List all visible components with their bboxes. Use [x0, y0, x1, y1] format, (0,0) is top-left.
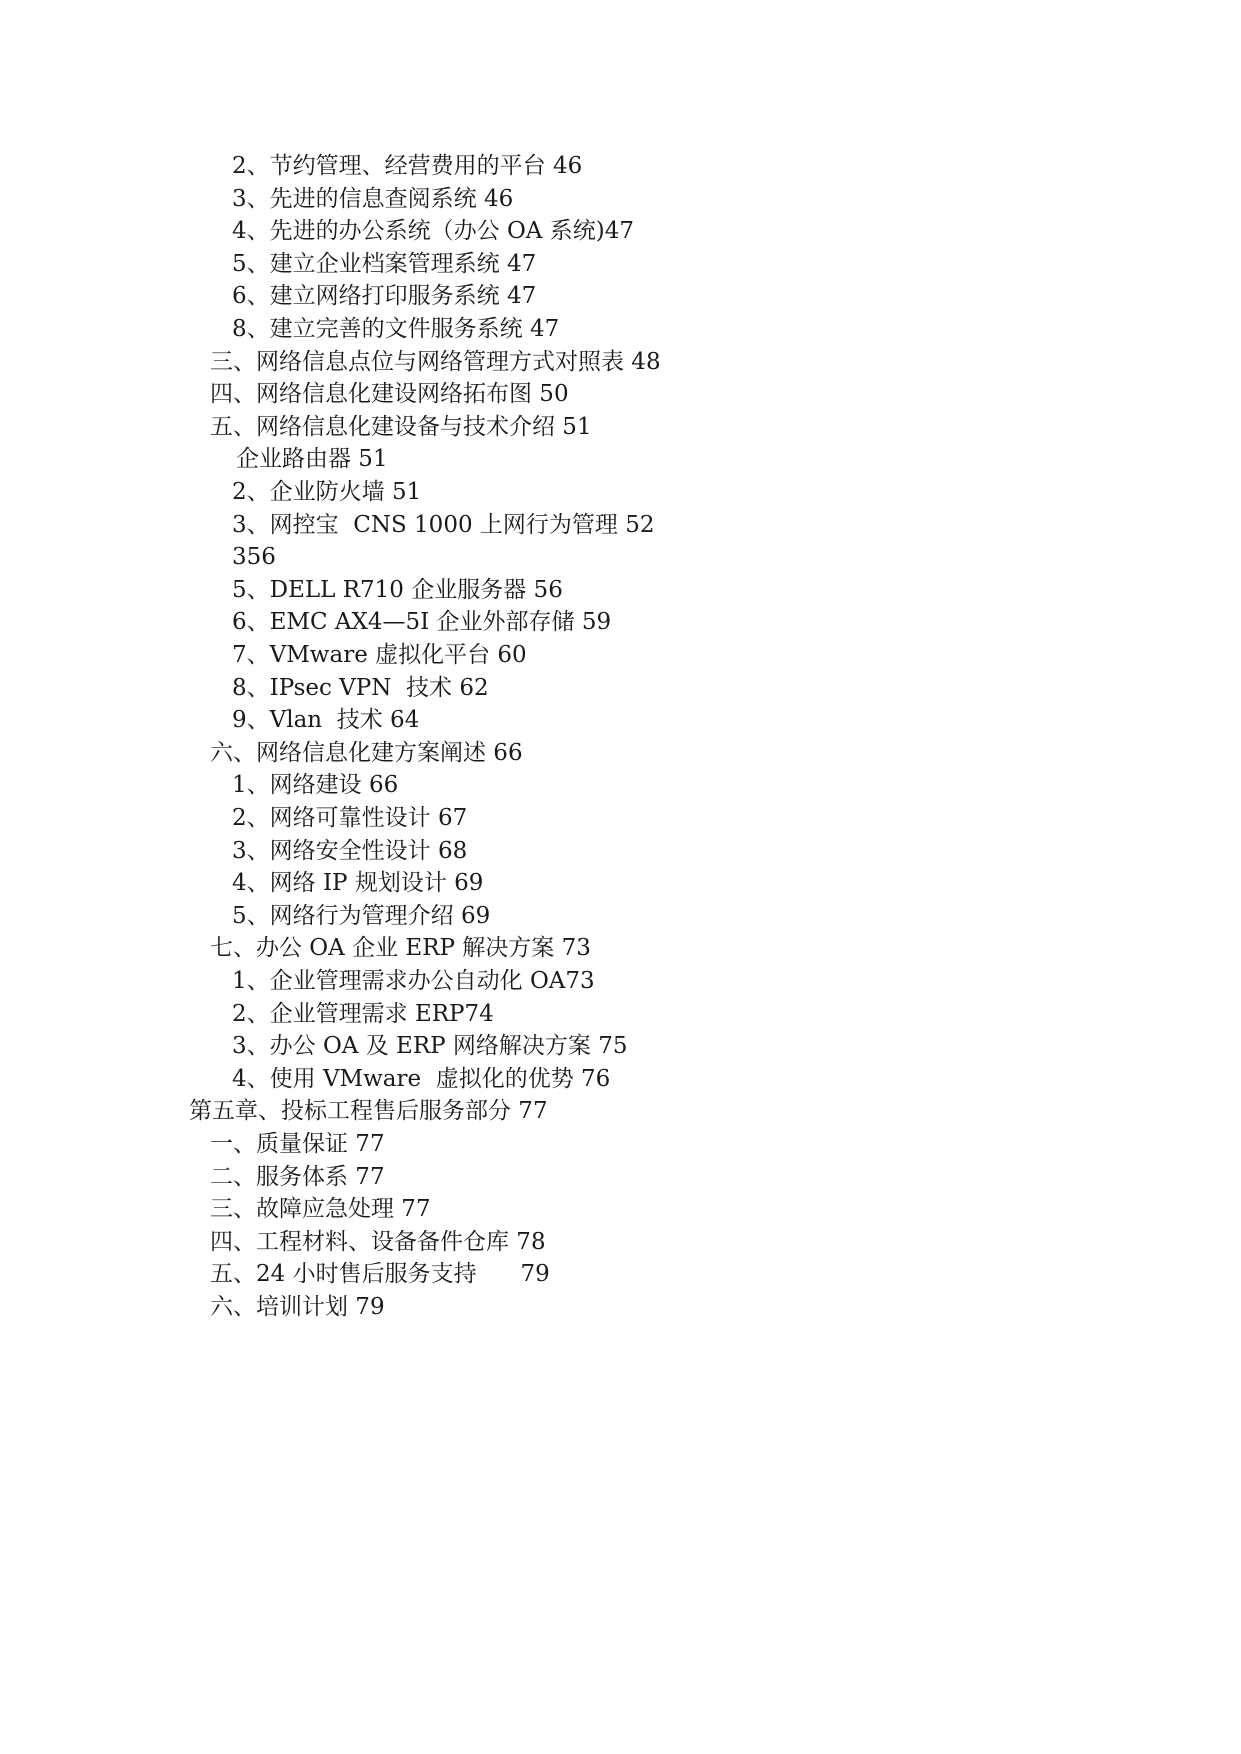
toc-entry: 1、企业管理需求办公自动化 OA73 — [232, 968, 595, 994]
toc-entry: 第五章、投标工程售后服务部分 77 — [189, 1098, 548, 1125]
toc-entry: 企业路由器 51 — [236, 446, 388, 473]
toc-entry: 8、IPsec VPN 技术 62 — [232, 674, 489, 701]
toc-entry: 1、网络建设 66 — [232, 772, 399, 799]
toc-entry: 三、故障应急处理 77 — [210, 1196, 431, 1223]
toc-entry: 一、质量保证 77 — [210, 1131, 385, 1157]
toc-entry: 3、办公 OA 及 ERP 网络解决方案 75 — [232, 1033, 628, 1060]
toc-entry: 2、企业防火墙 51 — [232, 479, 422, 505]
toc-entry: 六、培训计划 79 — [210, 1294, 385, 1320]
toc-entry: 六、网络信息化建方案阐述 66 — [210, 739, 523, 766]
toc-entry: 6、EMC AX4—5I 企业外部存储 59 — [232, 609, 612, 636]
toc-entry: 四、网络信息化建设网络拓布图 50 — [210, 381, 569, 408]
toc-entry: 6、建立网络打印服务系统 47 — [232, 283, 537, 310]
toc-entry: 9、Vlan 技术 64 — [232, 707, 420, 734]
toc-entry: 5、DELL R710 企业服务器 56 — [232, 576, 563, 603]
toc-entry: 四、工程材料、设备备件仓库 78 — [210, 1228, 546, 1255]
toc-entry: 五、网络信息化建设备与技术介绍 51 — [210, 413, 592, 440]
toc-entry: 7、VMware 虚拟化平台 60 — [232, 642, 527, 668]
toc-entry: 三、网络信息点位与网络管理方式对照表 48 — [210, 348, 661, 375]
toc-entry: 3、网控宝 CNS 1000 上网行为管理 52 — [232, 511, 655, 538]
toc-entry: 5、网络行为管理介绍 69 — [232, 902, 491, 929]
toc-entry: 七、办公 OA 企业 ERP 解决方案 73 — [210, 935, 591, 962]
toc-entry: 5、建立企业档案管理系统 47 — [232, 250, 537, 277]
toc-entry: 五、24 小时售后服务支持 79 — [210, 1261, 550, 1288]
toc-entry: 8、建立完善的文件服务系统 47 — [232, 316, 560, 342]
toc-entry: 2、网络可靠性设计 67 — [232, 805, 468, 831]
toc-entry: 4、使用 VMware 虚拟化的优势 76 — [232, 1065, 611, 1092]
toc-entry: 3、网络安全性设计 68 — [232, 837, 468, 864]
toc-entry: 2、企业管理需求 ERP74 — [232, 1000, 494, 1027]
toc-entry: 4、网络 IP 规划设计 69 — [232, 870, 484, 897]
toc-entry: 2、节约管理、经营费用的平台 46 — [232, 153, 583, 179]
toc-entry: 356 — [232, 544, 276, 571]
toc-entry: 3、先进的信息查阅系统 46 — [232, 185, 514, 212]
toc-entry: 4、先进的办公系统（办公 OA 系统)47 — [232, 218, 634, 245]
toc-entry: 二、服务体系 77 — [210, 1163, 385, 1190]
